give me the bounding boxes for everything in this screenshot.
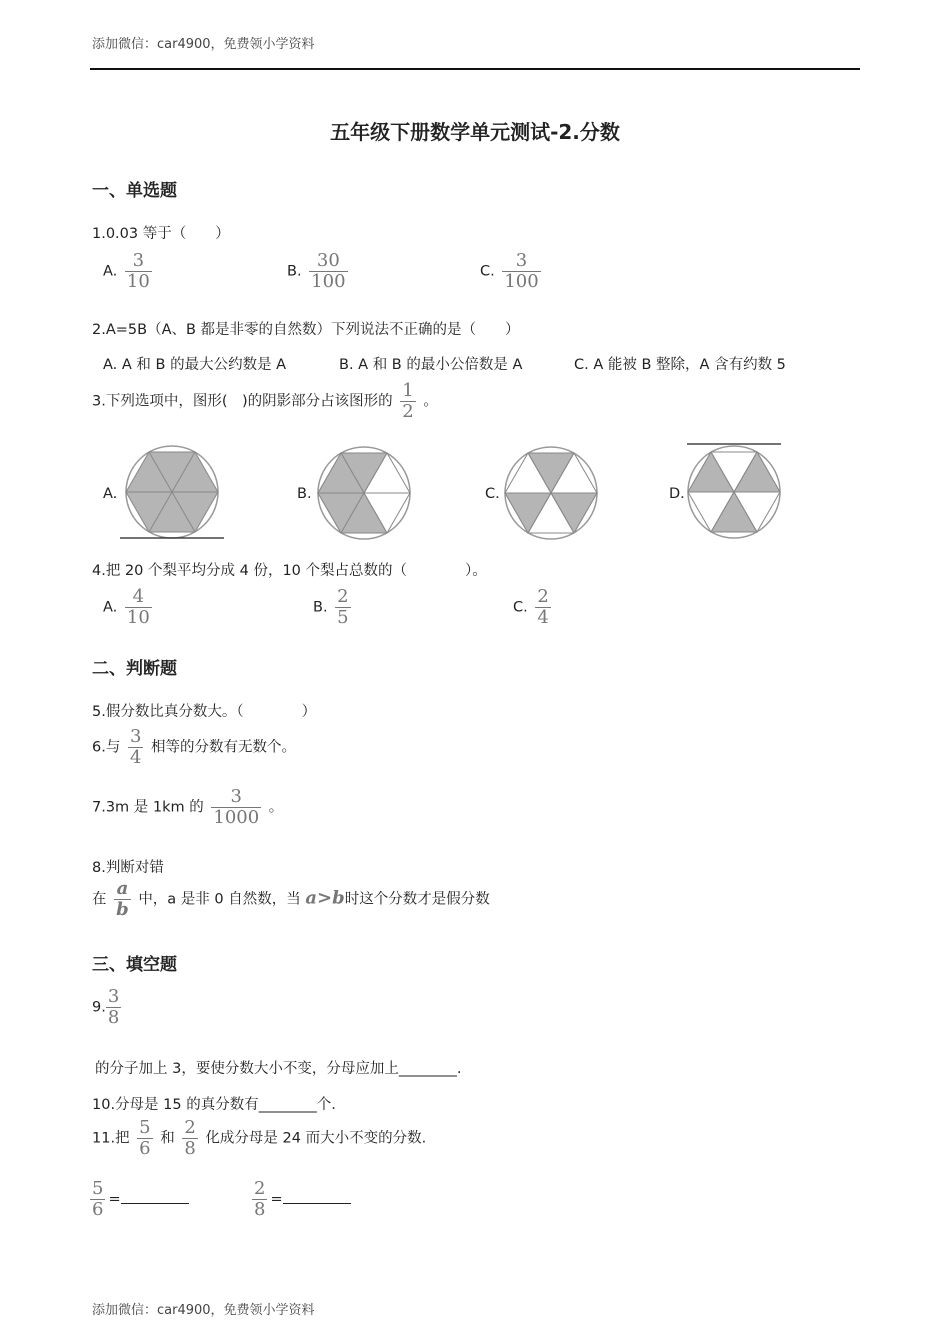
q3-figure-c[interactable] xyxy=(503,445,599,541)
option-label: B. xyxy=(287,263,302,280)
question-8: 8.判断对错 xyxy=(92,860,164,876)
q1-option-c[interactable] xyxy=(480,252,544,291)
fraction: $\frac{1}{2}$ xyxy=(402,380,414,422)
q3-option-a-label[interactable]: A. xyxy=(103,486,118,502)
fraction: $\frac{2}{8}$ xyxy=(254,1178,266,1220)
option-label: C. xyxy=(513,599,528,616)
question-3: 3.下列选项中，图形( )的阴影部分占该图形的 $\frac{1}{2}$ 。 xyxy=(92,380,438,422)
q3-option-b-label[interactable]: B. xyxy=(297,486,312,502)
fraction: $\frac{2}{4}$ xyxy=(537,586,549,628)
question-4: 4.把 20 个梨平均分成 4 份，10 个梨占总数的（ ）。 xyxy=(92,563,487,579)
question-5: 5.假分数比真分数大。（ ） xyxy=(92,704,317,720)
answer-blank[interactable] xyxy=(121,1189,189,1204)
question-8-statement: 在 $\frac{a}{b}$ 中，a 是非 0 自然数，当 a>b时这个分数才是假分数 xyxy=(92,878,490,920)
question-11: 11.把 $\frac{5}{6}$ 和 $\frac{2}{8}$ 化成分母是 24 而大小不变的分数. xyxy=(92,1117,427,1159)
option-label: A. xyxy=(103,263,118,280)
fraction: $\frac{4}{10}$ xyxy=(126,586,150,628)
fraction: $\frac{3}{10}$ xyxy=(126,250,150,292)
question-7: 7.3m 是 1km 的 $\frac{3}{1000}$ 。 xyxy=(92,786,284,828)
answer-blank[interactable] xyxy=(283,1189,351,1204)
fraction: $\frac{5}{6}$ xyxy=(92,1178,104,1220)
fraction: $\frac{3}{1000}$ xyxy=(213,786,260,828)
footer-note: 添加微信：car4900，免费领小学资料 xyxy=(92,1303,315,1318)
q11-answer-1: $\frac{5}{6}$ = xyxy=(90,1180,189,1219)
fraction: $\frac{2}{5}$ xyxy=(337,586,349,628)
question-10: 10.分母是 15 的真分数有________个. xyxy=(92,1097,336,1113)
fraction: $\frac{3}{8}$ xyxy=(107,986,120,1028)
question-9: 的分子加上 3，要使分数大小不变，分母应加上________. xyxy=(95,1061,462,1077)
fraction: $\frac{3}{100}$ xyxy=(504,250,539,292)
header-note: 添加微信：car4900，免费领小学资料 xyxy=(92,37,315,52)
section-single-choice: 一、单选题 xyxy=(92,181,177,201)
q1-option-a[interactable] xyxy=(103,252,155,291)
fraction: $\frac{a}{b}$ xyxy=(116,878,129,920)
q11-answer-2: $\frac{2}{8}$ = xyxy=(252,1180,351,1219)
option-label: B. xyxy=(313,599,328,616)
question-9-number: 9. $\frac{3}{8}$ xyxy=(92,986,120,1028)
question-2: 2.A=5B（A、B 都是非零的自然数）下列说法不正确的是（ ） xyxy=(92,322,520,338)
fraction: $\frac{3}{4}$ xyxy=(129,726,142,768)
section-fill-blank: 三、填空题 xyxy=(92,955,177,975)
option-label: A. xyxy=(103,599,118,616)
page-title: 五年级下册数学单元测试-2.分数 xyxy=(330,120,620,144)
q2-option-c[interactable]: C. A 能被 B 整除，A 含有约数 5 xyxy=(574,357,786,373)
fraction: $\frac{5}{6}$ xyxy=(139,1117,151,1159)
question-1: 1.0.03 等于（ ） xyxy=(92,226,230,242)
q2-option-b[interactable]: B. A 和 B 的最小公倍数是 A xyxy=(339,357,523,373)
q3-option-c-label[interactable]: C. xyxy=(485,486,500,502)
q3-figure-a[interactable] xyxy=(119,445,225,541)
header-divider xyxy=(90,68,860,70)
q3-figure-b[interactable] xyxy=(316,445,412,541)
q2-option-a[interactable]: A. A 和 B 的最大公约数是 A xyxy=(103,357,287,373)
q4-option-b[interactable] xyxy=(313,588,354,627)
q1-option-b[interactable] xyxy=(287,252,351,291)
q3-figure-d[interactable] xyxy=(686,438,782,540)
section-true-false: 二、判断题 xyxy=(92,659,177,679)
option-label: C. xyxy=(480,263,495,280)
inequality: a>b xyxy=(305,887,345,909)
q4-option-a[interactable] xyxy=(103,588,155,627)
fraction: $\frac{2}{8}$ xyxy=(184,1117,196,1159)
question-6: 6.与 $\frac{3}{4}$ 相等的分数有无数个。 xyxy=(92,726,297,768)
q4-option-c[interactable] xyxy=(513,588,554,627)
q3-option-d-label[interactable]: D. xyxy=(669,486,685,502)
fraction: $\frac{30}{100}$ xyxy=(311,250,346,292)
